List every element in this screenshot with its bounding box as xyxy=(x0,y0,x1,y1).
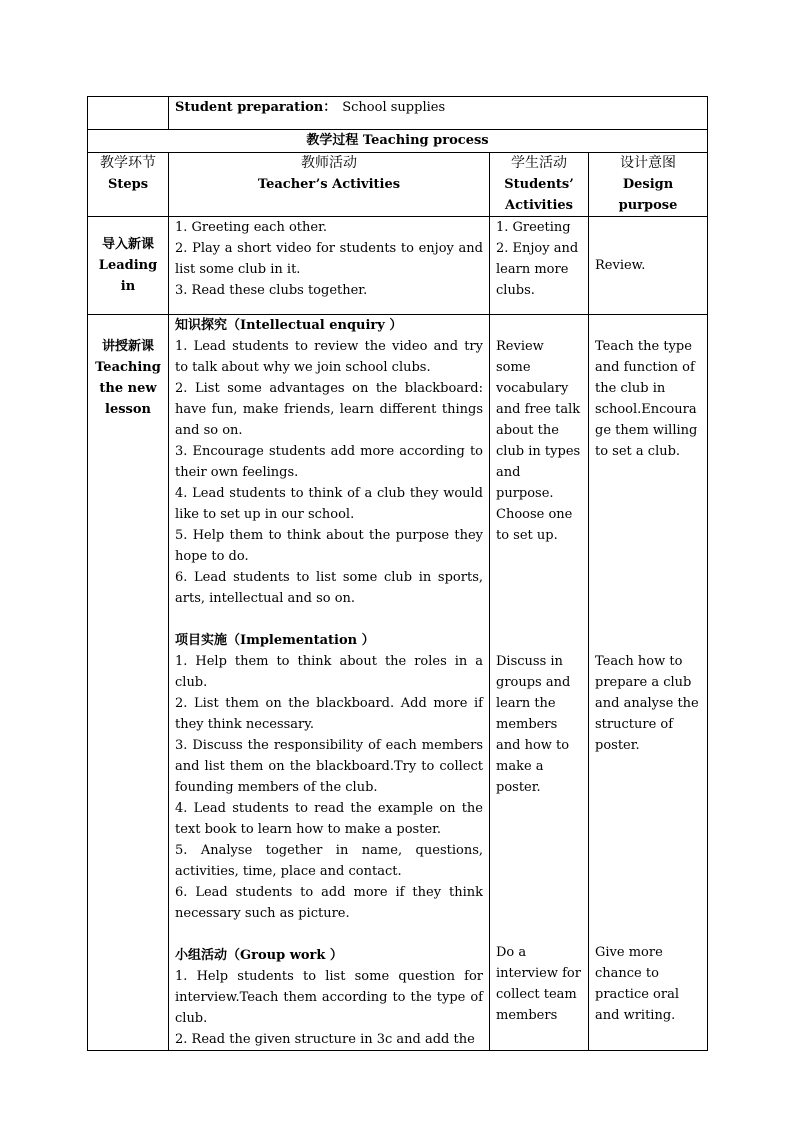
design-group-work: Give more chance to practice oral and writing. xyxy=(595,945,680,1023)
teacher-teaching xyxy=(169,315,490,1051)
students-leading-in xyxy=(490,217,589,315)
list-item: 1. Greeting xyxy=(496,220,571,235)
step-leading-in xyxy=(88,217,169,315)
list-item: 2. List some advantages on the blackboard: have fun, make friends, learn different things and so on. xyxy=(175,381,483,438)
list-item: 4. Lead students to think of a club they would like to set up in our school. xyxy=(175,486,483,522)
students-implementation: Discuss in groups and learn the members and how to make a poster. xyxy=(496,654,571,795)
header-steps-en: Steps xyxy=(107,177,149,192)
empty-cell xyxy=(88,97,169,130)
process-title-row xyxy=(88,130,708,153)
list-item: 4. Lead students to read the example on the text book to learn how to make a poster. xyxy=(175,801,483,837)
section-title-enquiry: 知识探究（Intellectual enquiry ） xyxy=(175,318,403,333)
design-teaching xyxy=(589,315,708,1051)
list-item: 1. Help them to think about the roles in a club. xyxy=(175,654,483,690)
preparation-cell xyxy=(169,97,708,130)
design-leading-in xyxy=(589,217,708,315)
list-item: 5. Help them to think about the purpose they hope to do. xyxy=(175,528,483,564)
header-teacher-cn: 教师活动 xyxy=(301,155,357,171)
header-row xyxy=(88,153,708,217)
preparation-row xyxy=(88,97,708,130)
list-item: 2. Read the given structure in 3c and add the xyxy=(175,1032,475,1047)
header-steps xyxy=(88,153,169,217)
list-item: 1. Greeting each other. xyxy=(175,220,327,235)
header-teacher-en: Teacher’s Activities xyxy=(257,177,401,192)
preparation-value: School supplies xyxy=(342,100,446,115)
header-students-cn: 学生活动 xyxy=(511,155,567,171)
teacher-leading-in xyxy=(169,217,490,315)
list-item: 3. Encourage students add more according to their own feelings. xyxy=(175,444,483,480)
header-steps-cn: 教学环节 xyxy=(100,155,156,171)
list-item: 1. Help students to list some question for interview.Teach them according to the type of club. xyxy=(175,969,483,1026)
header-design-cn: 设计意图 xyxy=(620,155,676,171)
design-enquiry: Teach the type and function of the club in school.Encourage them willing to set a club. xyxy=(595,339,698,459)
step-teaching-en: Teaching the new lesson xyxy=(95,360,161,417)
list-item: 6. Lead students to list some club in sports, arts, intellectual and so on. xyxy=(175,570,483,606)
students-teaching xyxy=(490,315,589,1051)
students-group-work: Do a interview for collect team members xyxy=(496,945,581,1023)
list-item: 2. Enjoy and learn more clubs. xyxy=(496,241,579,298)
design-text: Review. xyxy=(595,258,646,273)
list-item: 2. List them on the blackboard. Add more if they think necessary. xyxy=(175,696,483,732)
design-implementation: Teach how to prepare a club and analyse the structure of poster. xyxy=(595,654,699,753)
teaching-row xyxy=(88,315,708,1051)
process-title: 教学过程 Teaching process xyxy=(88,130,708,153)
list-item: 6. Lead students to add more if they think necessary such as picture. xyxy=(175,885,483,921)
preparation-label: Student preparation： xyxy=(175,100,337,115)
step-leading-in-en: Leading in xyxy=(98,258,158,294)
list-item: 5. Analyse together in name, questions, activities, time, place and contact. xyxy=(175,843,483,879)
header-students-en: Students’ Activities xyxy=(504,177,574,213)
header-design-en: Design purpose xyxy=(618,177,678,213)
header-design xyxy=(589,153,708,217)
section-title-implementation: 项目实施（Implementation ） xyxy=(175,633,375,648)
step-teaching-cn: 讲授新课 xyxy=(101,339,154,354)
header-students xyxy=(490,153,589,217)
header-teacher xyxy=(169,153,490,217)
section-title-group-work: 小组活动（Group work ） xyxy=(175,948,343,963)
list-item: 3. Read these clubs together. xyxy=(175,283,368,298)
list-item: 3. Discuss the responsibility of each members and list them on the blackboard.Try to collect founding members of the club. xyxy=(175,738,483,795)
list-item: 2. Play a short video for students to enjoy and list some club in it. xyxy=(175,241,483,277)
list-item: 1. Lead students to review the video and try to talk about why we join school clubs. xyxy=(175,339,483,375)
step-leading-in-cn: 导入新课 xyxy=(101,237,154,252)
students-enquiry: Review some vocabulary and free talk about the club in types and purpose. Choose one to set up. xyxy=(496,339,581,543)
leading-in-row xyxy=(88,217,708,315)
step-teaching xyxy=(88,315,169,1051)
lesson-plan-table xyxy=(87,96,708,1051)
